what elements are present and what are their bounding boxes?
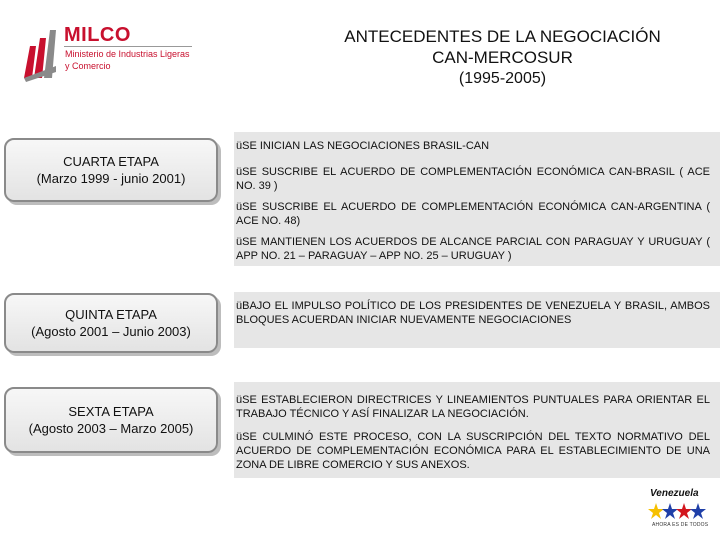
list-item: üSE CULMINÓ ESTE PROCESO, CON LA SUSCRIPCIÓN DEL TEXTO NORMATIVO DEL ACUERDO DE COMPLEMENTACIÓN ECONÓMICA PARA EL ESTABLECIMIENTO DE UNA ZONA DE LIBRE COMERCIO Y SUS ANEXOS. xyxy=(236,431,710,471)
stage-period: (Agosto 2003 – Marzo 2005) xyxy=(28,421,194,436)
venezuela-tagline: AHORA ES DE TODOS xyxy=(652,522,709,528)
ministry-line-1: Ministerio de Industrias Ligeras xyxy=(65,49,190,59)
stage-period: (Marzo 1999 - junio 2001) xyxy=(36,171,186,186)
milco-logo xyxy=(22,22,190,82)
logo-divider xyxy=(64,46,192,47)
stage-name: QUINTA ETAPA xyxy=(65,307,157,322)
title-line-3: (1995-2005) xyxy=(458,70,547,87)
star-figures-icon xyxy=(648,502,708,522)
milco-mark-icon xyxy=(22,26,62,82)
list-item: üSE SUSCRIBE EL ACUERDO DE COMPLEMENTACIÓN ECONÓMICA CAN-BRASIL ( ACE NO. 39 ) xyxy=(236,166,710,192)
brand-name: MILCO xyxy=(64,24,131,46)
stage-period: (Agosto 2001 – Junio 2003) xyxy=(31,324,191,339)
venezuela-wordmark: Venezuela xyxy=(650,488,699,499)
stage-box-quinta xyxy=(4,293,218,353)
list-item: üBAJO EL IMPULSO POLÍTICO DE LOS PRESIDENTES DE VENEZUELA Y BRASIL, AMBOS BLOQUES ACUERDAN INICIAR NUEVAMENTE NEGOCIACIONES xyxy=(236,300,710,326)
title-line-2: CAN-MERCOSUR xyxy=(432,48,573,67)
list-item: üSE MANTIENEN LOS ACUERDOS DE ALCANCE PARCIAL CON PARAGUAY Y URUGUAY ( APP NO. 21 – PARAGUAY – APP NO. 25 – URUGUAY ) xyxy=(236,236,710,262)
stage-box-sexta xyxy=(4,387,218,453)
stage-detail-panel-cuarta xyxy=(234,132,720,266)
list-item: üSE SUSCRIBE EL ACUERDO DE COMPLEMENTACIÓN ECONÓMICA CAN-ARGENTINA ( ACE NO. 48) xyxy=(236,201,710,227)
list-item: üSE INICIAN LAS NEGOCIACIONES BRASIL-CAN xyxy=(236,140,490,152)
stage-detail-panel-sexta xyxy=(234,382,720,478)
stage-detail-panel-quinta xyxy=(234,292,720,348)
ministry-line-2: y Comercio xyxy=(65,61,111,71)
title-line-1: ANTECEDENTES DE LA NEGOCIACIÓN xyxy=(344,27,661,46)
page-title xyxy=(295,26,710,89)
stage-name: CUARTA ETAPA xyxy=(63,154,159,169)
stage-name: SEXTA ETAPA xyxy=(68,404,154,419)
venezuela-logo xyxy=(648,488,712,530)
list-item: üSE ESTABLECIERON DIRECTRICES Y LINEAMIENTOS PUNTUALES PARA ORIENTAR EL TRABAJO TÉCNICO Y ASÍ FINALIZAR LA NEGOCIACIÓN. xyxy=(236,394,710,420)
stage-box-cuarta xyxy=(4,138,218,202)
